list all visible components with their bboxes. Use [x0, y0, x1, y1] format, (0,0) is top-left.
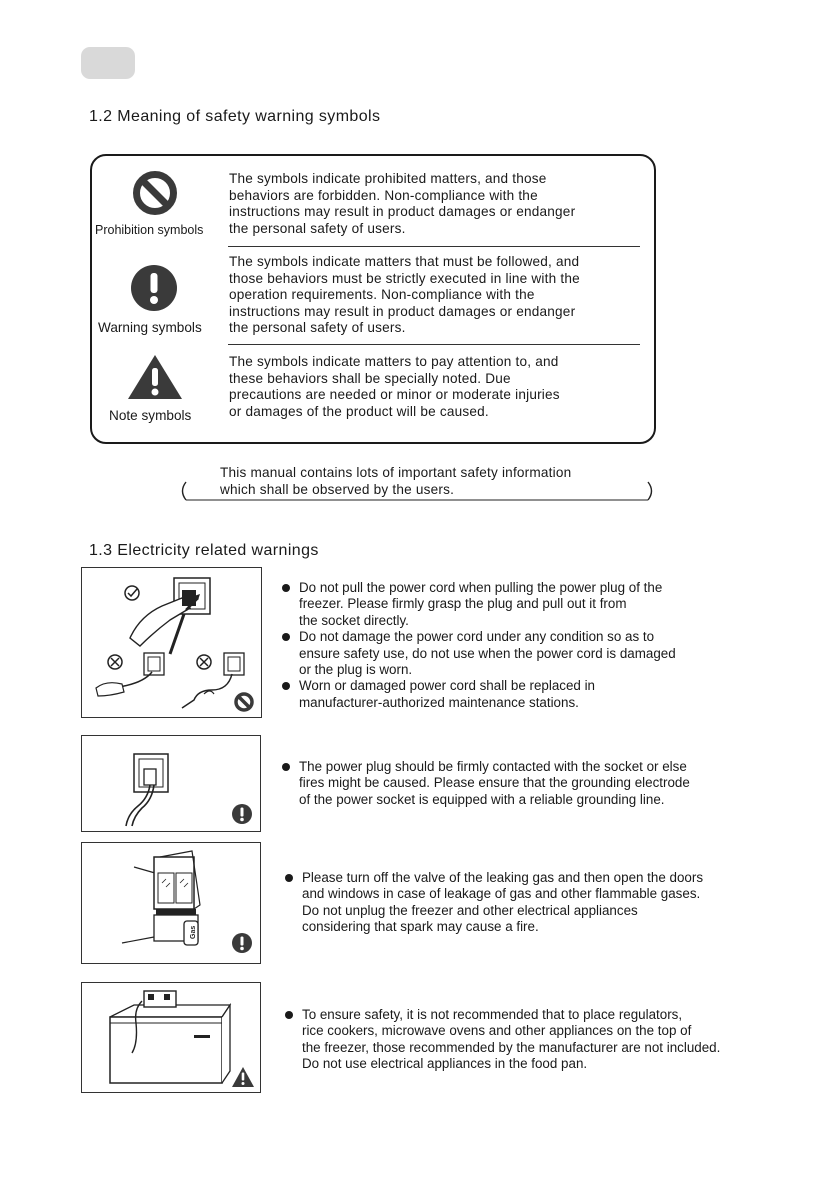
note-symbols-label: Note symbols — [109, 408, 192, 423]
list-item: Do not damage the power cord under any condition so as to ensure safety use, do not use when the power cord is damaged or the plug is worn. — [282, 629, 782, 678]
prohibition-icon — [131, 169, 179, 217]
warning-icon — [130, 264, 178, 312]
section-1-2-title: 1.2 Meaning of safety warning symbols — [89, 108, 381, 125]
warning-symbols-label: Warning symbols — [98, 320, 202, 335]
warning-3-list — [285, 870, 785, 936]
list-item: Please turn off the valve of the leaking gas and then open the doors and windows in case of leakage of gas and other flammable gases. Do not unplug the freezer and other electrical appliances considering that spark may cause a fire. — [285, 870, 785, 936]
prohibition-symbols-label: Prohibition symbols — [95, 223, 204, 237]
list-item: The power plug should be firmly contacted with the socket or else fires might be caused. Please ensure that the grounding electrode of the power socket is equipped with a reliable grounding line. — [282, 759, 782, 808]
socket-plug-illustration — [81, 735, 261, 832]
warning-2-list — [282, 759, 782, 808]
prohibition-description: The symbols indicate prohibited matters, and those behaviors are forbidden. Non-compliance with the instructions may result in product damages or endanger the personal safety of users. — [229, 171, 576, 236]
unplug-power-cord-illustration — [81, 567, 262, 718]
symbol-divider — [228, 246, 640, 247]
section-1-3-title: 1.3 Electricity related warnings — [89, 542, 319, 559]
cross-icon — [197, 655, 211, 669]
gas-label: Gas — [190, 925, 197, 939]
warning-description: The symbols indicate matters that must be followed, and those behaviors must be strictly executed in line with the operation requirements. Non-compliance with the instructions may result in product damages or endanger the personal safety of users. — [229, 254, 580, 336]
note-description: The symbols indicate matters to pay attention to, and these behaviors shall be specially noted. Due precautions are needed or minor or moderate injuries or damages of the product will be caused. — [229, 354, 560, 419]
warning-4-list — [285, 1007, 785, 1073]
list-item: To ensure safety, it is not recommended that to place regulators, rice cookers, microwave ovens and other appliances on the top of the freezer, those recommended by the manufacturer are not included. Do not use electrical appliances in the food pan. — [285, 1007, 785, 1073]
appliance-on-freezer-illustration — [81, 982, 261, 1093]
cross-icon — [108, 655, 122, 669]
gas-leak-illustration — [81, 842, 261, 964]
warning-1-list — [282, 580, 782, 711]
note-icon — [127, 354, 183, 400]
safety-notice: This manual contains lots of important safety information which shall be observed by the users. — [220, 465, 572, 497]
check-icon — [125, 586, 139, 600]
list-item: Do not pull the power cord when pulling the power plug of the freezer. Please firmly grasp the plug and pull out it from the socket directly. — [282, 580, 782, 629]
symbol-divider — [228, 344, 640, 345]
chapter-tab-marker — [81, 47, 135, 79]
list-item: Worn or damaged power cord shall be replaced in manufacturer-authorized maintenance stations. — [282, 678, 782, 711]
